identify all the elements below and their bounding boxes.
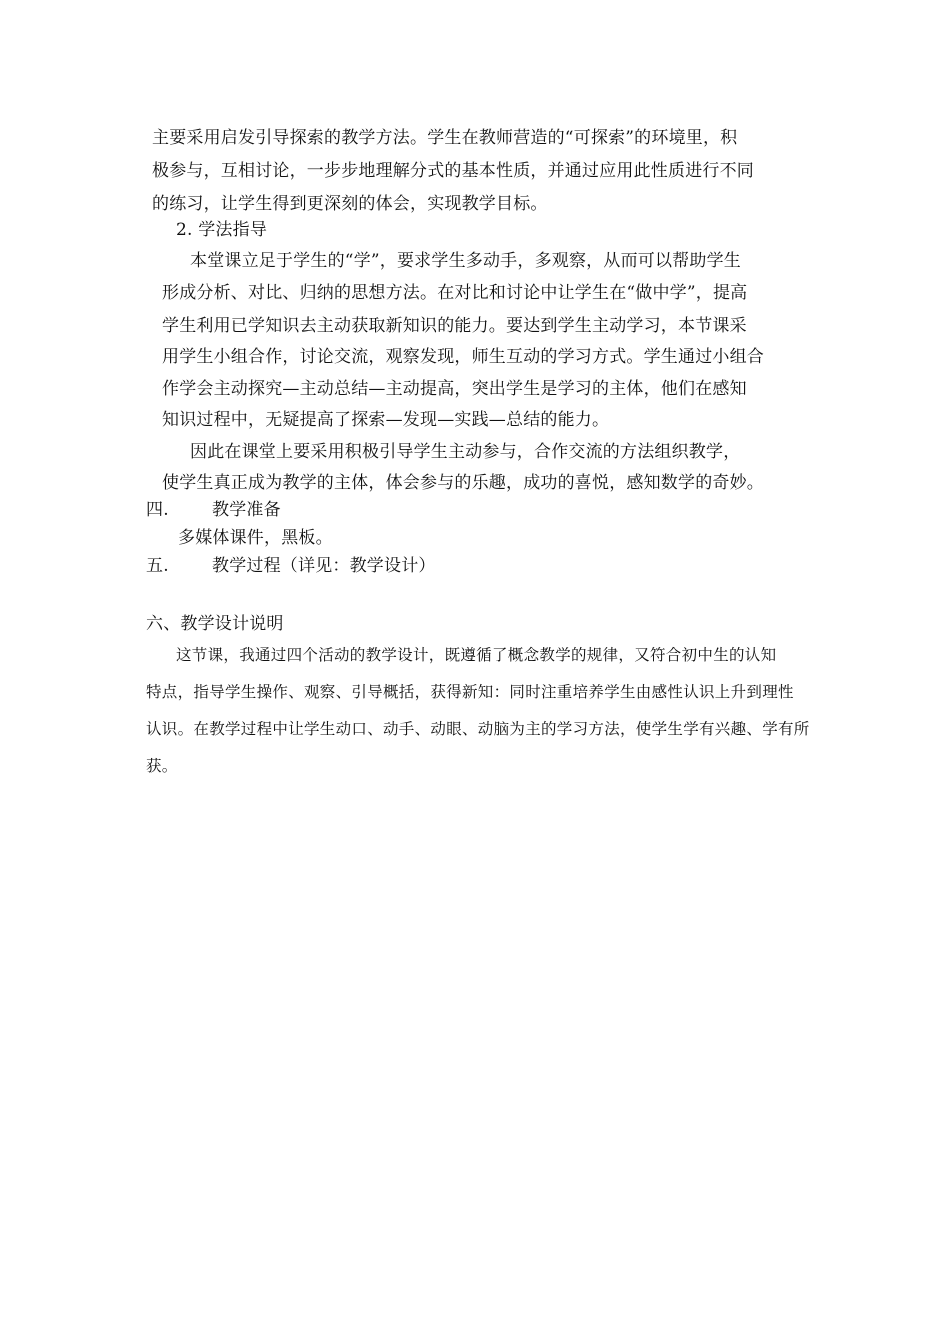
learning-method-p1-line-5: 作学会主动探究—主动总结—主动提高，突出学生是学习的主体，他们在感知 — [162, 379, 747, 399]
section6-line-1: 这节课，我通过四个活动的教学设计，既遵循了概念教学的规律，又符合初中生的认知 — [176, 646, 777, 664]
section6-heading: 六、教学设计说明 — [146, 614, 284, 634]
learning-method-p1-line-6: 知识过程中，无疑提高了探索—发现—实践—总结的能力。 — [162, 410, 610, 430]
teaching-method-line-2: 极参与，互相讨论，一步步地理解分式的基本性质，并通过应用此性质进行不同 — [152, 161, 754, 181]
section4-title: 教学准备 — [212, 500, 281, 520]
teaching-method-line-1: 主要采用启发引导探索的教学方法。学生在教师营造的“可探索”的环境里，积 — [152, 128, 738, 148]
learning-method-p1-line-3: 学生利用已学知识去主动获取新知识的能力。要达到学生主动学习，本节课采 — [162, 316, 747, 336]
section6-line-2: 特点，指导学生操作、观察、引导概括，获得新知：同时注重培养学生由感性认识上升到理性 — [146, 683, 794, 701]
teaching-method-line-3: 的练习，让学生得到更深刻的体会，实现教学目标。 — [152, 194, 548, 214]
learning-method-p2-line-1: 因此在课堂上要采用积极引导学生主动参与，合作交流的方法组织教学， — [190, 442, 741, 462]
learning-method-p1-line-4: 用学生小组合作，讨论交流，观察发现，师生互动的学习方式。学生通过小组合 — [162, 347, 764, 367]
learning-method-p2-line-2: 使学生真正成为教学的主体，体会参与的乐趣，成功的喜悦，感知数学的奇妙。 — [162, 473, 764, 493]
section6-line-3: 认识。在教学过程中让学生动口、动手、动眼、动脑为主的学习方法，使学生学有兴趣、学有所 — [146, 720, 810, 738]
section5-title: 教学过程（详见：教学设计） — [212, 556, 436, 576]
section4-body: 多媒体课件，黑板。 — [178, 528, 333, 548]
learning-method-p1-line-1: 本堂课立足于学生的“学”，要求学生多动手，多观察，从而可以帮助学生 — [190, 251, 741, 271]
section6-line-4: 获。 — [146, 757, 178, 775]
learning-method-heading: 2. 学法指导 — [176, 220, 268, 240]
section5-number: 五. — [146, 556, 169, 576]
section4-number: 四. — [146, 500, 169, 520]
learning-method-p1-line-2: 形成分析、对比、归纳的思想方法。在对比和讨论中让学生在“做中学”，提高 — [162, 283, 748, 303]
